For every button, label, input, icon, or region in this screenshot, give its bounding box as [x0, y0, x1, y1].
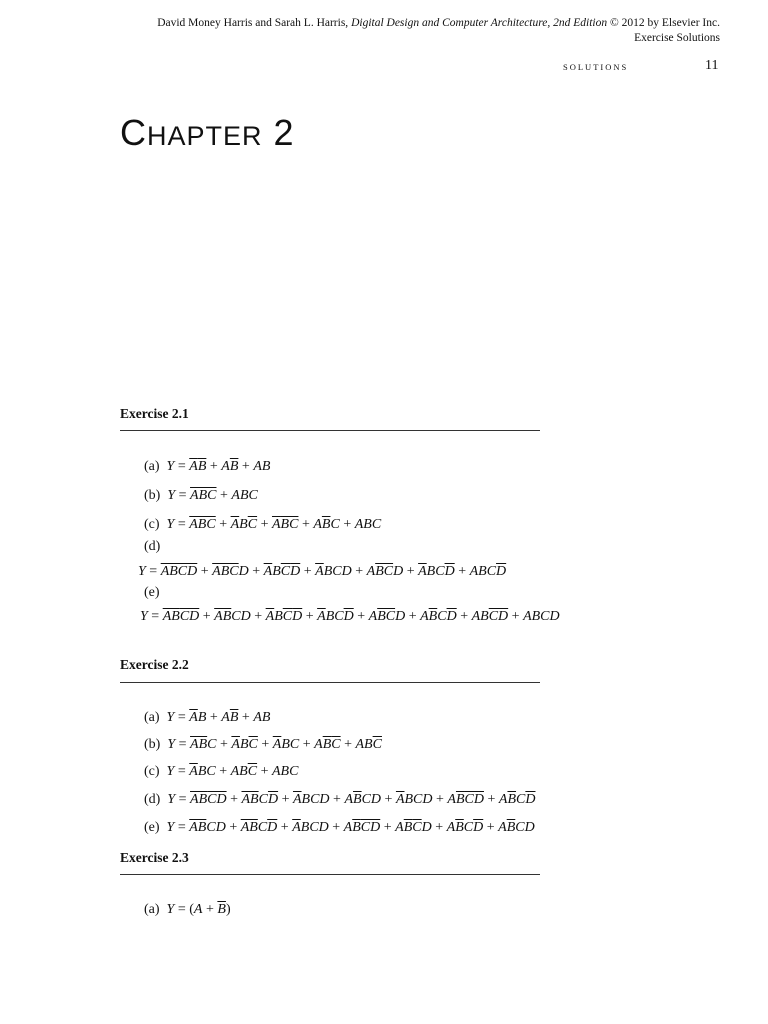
part-label: (e): [144, 820, 160, 835]
equation: $Y = \overline{ABC}$ + ABC: [167, 488, 258, 503]
equation: Y = ABCD + $\overline{ABC}D + \overline{A}B\overline{C}\overline{D} + \overline{A}BCD + A\overline{BC}D + \overline{A}BC\overline{D} + ABC\overline{D}$: [138, 564, 507, 579]
equation: $Y = \overline{AB}\overline{CD} + \overline{AB}CD + \overline{A}B\overline{C}\overline{D} + \overline{A}BC\overline{D} + A\overline{BC}D + A\overline{B}C\overline{D} + AB\overline{CD}$ + ABCD: [140, 609, 560, 624]
part-label: (b): [144, 737, 161, 752]
equation-line: [144, 792, 535, 808]
exercise-title: Exercise 2.3: [120, 850, 189, 865]
citation-copyright: © 2012 by Elsevier Inc.: [610, 17, 720, 29]
exercise-title: Exercise 2.1: [120, 406, 189, 421]
citation-line: [157, 16, 720, 31]
citation-book-title: Digital Design and Computer Architecture, 2nd Edition: [351, 17, 608, 29]
equation: $Y = (A + \overline{B})$: [166, 902, 231, 917]
page-number: 11: [705, 58, 719, 73]
part-label: (b): [144, 488, 161, 503]
section-divider: [120, 874, 540, 875]
equation: $Y = \overline{A}B + A\overline{B}$ + AB: [166, 710, 271, 725]
equation: $Y = \overline{AB}C + \overline{A}B\overline{C} + \overline{A}BC + A\overline{B}\overline{C} + AB\overline{C}$: [167, 737, 382, 752]
equation: $Y = \overline{A}BC + AB\overline{C}$ + ABC: [166, 764, 299, 779]
chapter-title: [120, 112, 295, 154]
part-label: (e): [144, 585, 160, 600]
equation-line: [144, 820, 535, 836]
citation-authors: David Money Harris and Sarah L. Harris,: [157, 17, 349, 29]
citation-subtitle: Exercise Solutions: [634, 32, 720, 44]
equation-line: [144, 737, 382, 753]
equation-line: [144, 488, 258, 504]
equation: $Y = \overline{ABC} + \overline{A}B\overline{C} + \overline{A}\overline{BC} + A\overline{B}C$ + ABC: [166, 517, 382, 532]
part-label: (c): [144, 517, 160, 532]
chapter-number: 2: [273, 112, 295, 153]
part-label: (a): [144, 459, 160, 474]
chapter-title-initial: C: [120, 112, 147, 153]
header-citation: [157, 16, 720, 46]
section-label: SOLUTIONS: [563, 62, 629, 72]
part-label: (c): [144, 764, 160, 779]
part-label: (d): [144, 539, 161, 554]
equation-line: [144, 902, 231, 918]
part-label: (a): [144, 710, 160, 725]
section-divider: [120, 430, 540, 431]
equation: $Y = \overline{AB}\overline{CD} + \overline{AB}C\overline{D} + \overline{A}BCD + A\overline{B}CD + \overline{A}BCD + A\overline{B}\overline{CD} + A\overline{B}C\overline{D}$: [167, 792, 536, 807]
equation-line: [144, 764, 298, 780]
equation-line: [144, 459, 270, 475]
equation-line: [144, 710, 270, 726]
equation: $Y = \overline{AB}CD + \overline{AB}C\overline{D} + \overline{A}BCD + A\overline{B}\overline{CD} + A\overline{B}\overline{C}D + A\overline{B}C\overline{D} + A\overline{B}CD$: [166, 820, 535, 835]
equation: $Y = \overline{A}\overline{B} + A\overline{B}$ + AB: [166, 459, 271, 474]
chapter-title-rest: HAPTER: [147, 121, 263, 151]
part-label: (a): [144, 902, 160, 917]
exercise-title: Exercise 2.2: [120, 657, 189, 672]
part-label: (d): [144, 792, 161, 807]
equation-line: [144, 517, 381, 533]
section-divider: [120, 682, 540, 683]
